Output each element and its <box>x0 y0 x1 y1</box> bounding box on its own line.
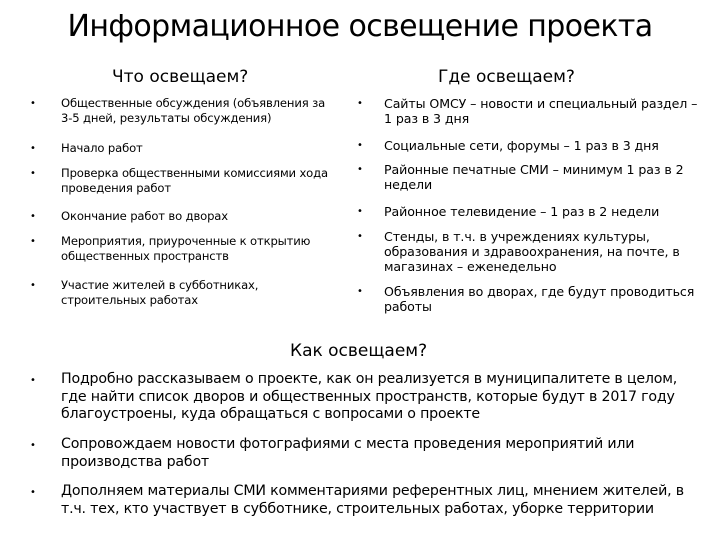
bullet-icon: • <box>357 286 363 297</box>
list-item-text: Подробно рассказываем о проекте, как он реализуется в муниципалитете в целом, где найти список дворов и общественных пространств, которые будут в 2017 году благоустроены, куда обращаться с вопросами о проекте <box>61 371 678 422</box>
bullet-icon: • <box>357 164 363 175</box>
bullet-icon: • <box>30 143 36 154</box>
page-title: Информационное освещение проекта <box>67 9 653 44</box>
list-item-text: Общественные обсуждения (объявления за 3-5 дней, результаты обсуждения) <box>61 96 326 125</box>
bullet-icon: • <box>30 280 36 291</box>
list-item-text: Начало работ <box>61 141 143 155</box>
bullet-icon: • <box>30 168 36 179</box>
list-item-text: Мероприятия, приуроченные к открытию общественных пространств <box>61 234 311 263</box>
how-heading: Как освещаем? <box>290 341 428 361</box>
list-item-text: Объявления во дворах, где будут проводиться работы <box>384 284 695 314</box>
bullet-icon: • <box>30 211 36 222</box>
bullet-icon: • <box>30 98 36 109</box>
list-item-text: Сопровождаем новости фотографиями с места проведения мероприятий или производства работ <box>61 436 635 470</box>
list-item-text: Участие жителей в субботниках, строительных работах <box>61 278 259 307</box>
list-item-text: Проверка общественными комиссиями хода проведения работ <box>61 166 328 195</box>
bullet-icon: • <box>30 375 36 386</box>
list-item-text: Сайты ОМСУ – новости и специальный раздел – 1 раз в 3 дня <box>384 96 698 126</box>
bullet-icon: • <box>30 440 36 451</box>
list-item-text: Районное телевидение – 1 раз в 2 недели <box>384 204 660 219</box>
list-item-text: Стенды, в т.ч. в учреждениях культуры, образования и здравоохранения, на почте, в магазинах – еженедельно <box>384 229 680 274</box>
list-item-text: Социальные сети, форумы – 1 раз в 3 дня <box>384 138 659 153</box>
what-heading: Что освещаем? <box>112 67 249 87</box>
bullet-icon: • <box>30 487 36 498</box>
list-item-text: Окончание работ во дворах <box>61 209 228 223</box>
bullet-icon: • <box>357 231 363 242</box>
bullet-icon: • <box>357 98 363 109</box>
list-item-text: Дополняем материалы СМИ комментариями референтных лиц, мнением жителей, в т.ч. тех, кто участвует в субботнике, строительных работах, уборке территории <box>61 483 684 517</box>
bullet-icon: • <box>30 236 36 247</box>
list-item-text: Районные печатные СМИ – минимум 1 раз в 2 недели <box>384 162 684 192</box>
where-heading: Где освещаем? <box>438 67 575 87</box>
bullet-icon: • <box>357 140 363 151</box>
bullet-icon: • <box>357 206 363 217</box>
